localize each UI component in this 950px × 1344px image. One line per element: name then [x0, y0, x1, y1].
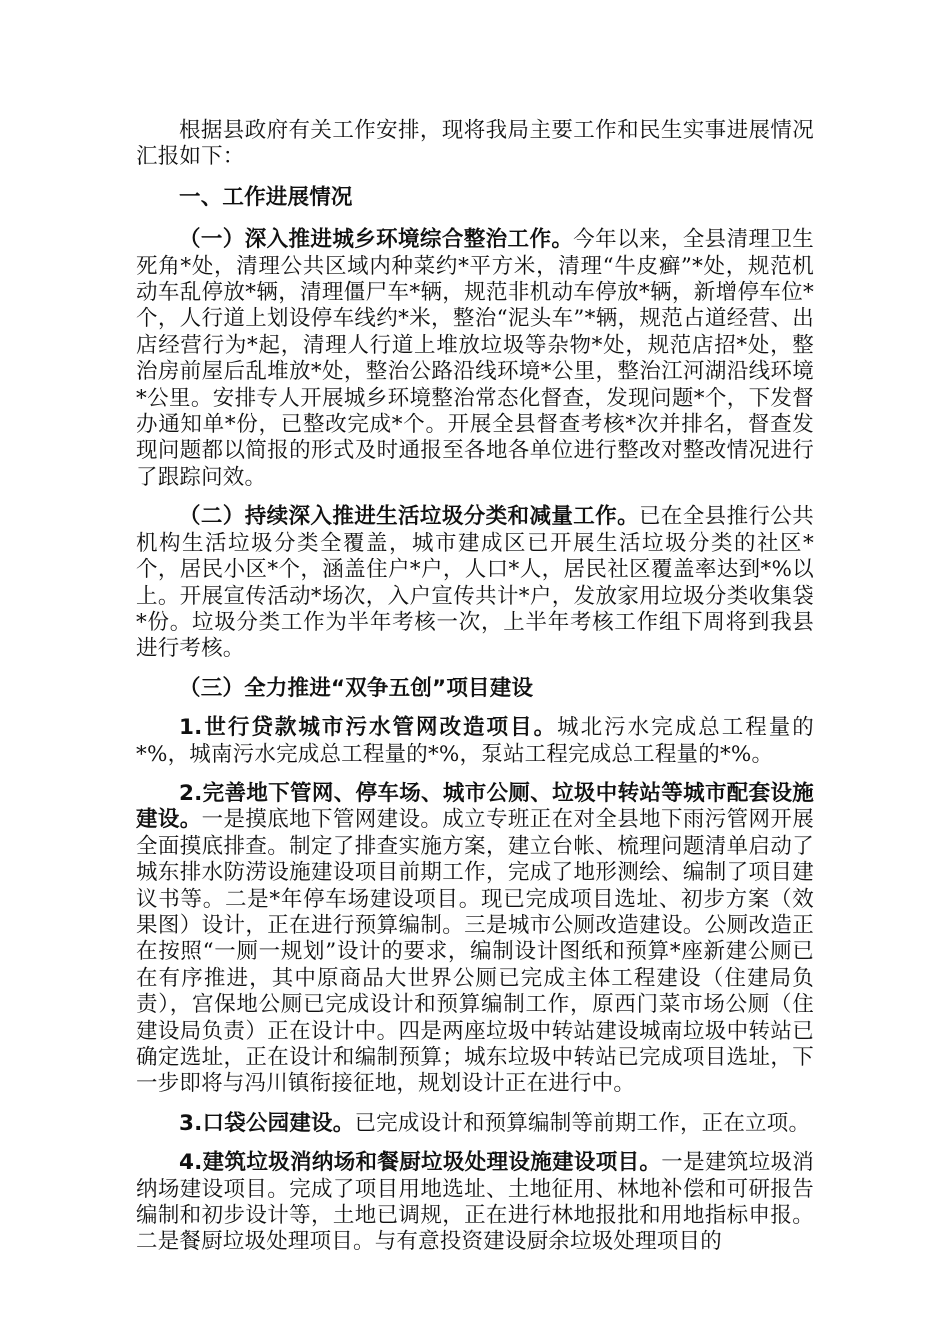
item-2-body: 已在全县推行公共机构生活垃圾分类全覆盖，城市建成区已开展生活垃圾分类的社区*个，居民小区*个，涵盖住户*户，人口*人，居民社区覆盖率达到*%以上。开展宣传活动*场次，入户宣传共计*户，发放家用垃圾分类收集袋*份。垃圾分类工作为半年考核一次，上半年考核工作组下周将到我县进行考核。 [136, 504, 814, 662]
intro-paragraph: 根据县政府有关工作安排，现将我局主要工作和民生实事进展情况汇报如下： [136, 118, 814, 170]
subitem-4-paragraph [136, 1150, 814, 1256]
section-heading: 一、工作进展情况 [179, 184, 353, 210]
item-2-paragraph [136, 504, 814, 662]
subitem-1-title: 1.世行贷款城市污水管网改造项目。 [179, 715, 558, 741]
subitem-4-title: 4.建筑垃圾消纳场和餐厨垃圾处理设施建设项目。 [179, 1150, 662, 1176]
subitem-1-body: 城北污水完成总工程量的*%，城南污水完成总工程量的*%，泵站工程完成总工程量的*%。 [136, 715, 815, 767]
document-page [136, 118, 814, 1256]
subitem-1-paragraph [136, 715, 814, 768]
subitem-3-body: 已完成设计和预算编制等前期工作，正在立项。 [354, 1110, 811, 1136]
subitem-3-paragraph [136, 1111, 814, 1137]
item-2-title: （二）持续深入推进生活垃圾分类和减量工作。 [179, 504, 639, 530]
subitem-2-paragraph [136, 781, 814, 1098]
item-3-heading: （三）全力推进“双争五创”项目建设 [179, 675, 534, 701]
item-1-paragraph [136, 227, 814, 491]
item-1-body: 今年以来，全县清理卫生死角*处，清理公共区域内种菜约*平方米，清理“牛皮癣”*处，规范机动车乱停放*辆，清理僵尸车*辆，规范非机动车停放*辆，新增停车位*个，人行道上划设停车线约*米，整治“泥头车”*辆，规范占道经营、出店经营行为*起，清理人行道上堆放垃圾等杂物*处，规范店招*处，整治房前屋后乱堆放*处，整治公路沿线环境*公里，整治江河湖沿线环境*公里。安排专人开展城乡环境整治常态化督查，发现问题*个，下发督办通知单*份，已整改完成*个。开展全县督查考核*次并排名，督查发现问题都以简报的形式及时通报至各地各单位进行整改对整改情况进行了跟踪问效。 [136, 227, 814, 490]
subitem-2-body: 一是摸底地下管网建设。成立专班正在对全县地下雨污管网开展全面摸底排查。制定了排查实施方案，建立台帐、梳理问题清单启动了城东排水防涝设施建设项目前期工作，完成了地形测绘、编制了项目建议书等。二是*年停车场建设项目。现已完成项目选址、初步方案（效果图）设计，正在进行预算编制。三是城市公厕改造建设。公厕改造正在按照“一厕一规划”设计的要求，编制设计图纸和预算*座新建公厕已在有序推进，其中原商品大世界公厕已完成主体工程建设（住建局负责），宫保地公厕已完成设计和预算编制工作，原西门菜市场公厕（住建设局负责）正在设计中。四是两座垃圾中转站建设城南垃圾中转站已确定选址，正在设计和编制预算；城东垃圾中转站已完成项目选址，下一步即将与冯川镇衔接征地，规划设计正在进行中。 [136, 807, 814, 1097]
item-1-title: （一）深入推进城乡环境综合整治工作。 [179, 227, 574, 253]
subitem-3-title: 3.口袋公园建设。 [179, 1110, 355, 1136]
subitem-4-body: 一是建筑垃圾消纳场建设项目。完成了项目用地选址、土地征用、林地补偿和可研报告编制和初步设计等，土地已调规，正在进行林地报批和用地指标申报。二是餐厨垃圾处理项目。与有意投资建设厨余垃圾处理项目的 [136, 1150, 814, 1255]
subitem-2-title: 2.完善地下管网、停车场、城市公厕、垃圾中转站等城市配套设施建设。 [136, 780, 814, 833]
